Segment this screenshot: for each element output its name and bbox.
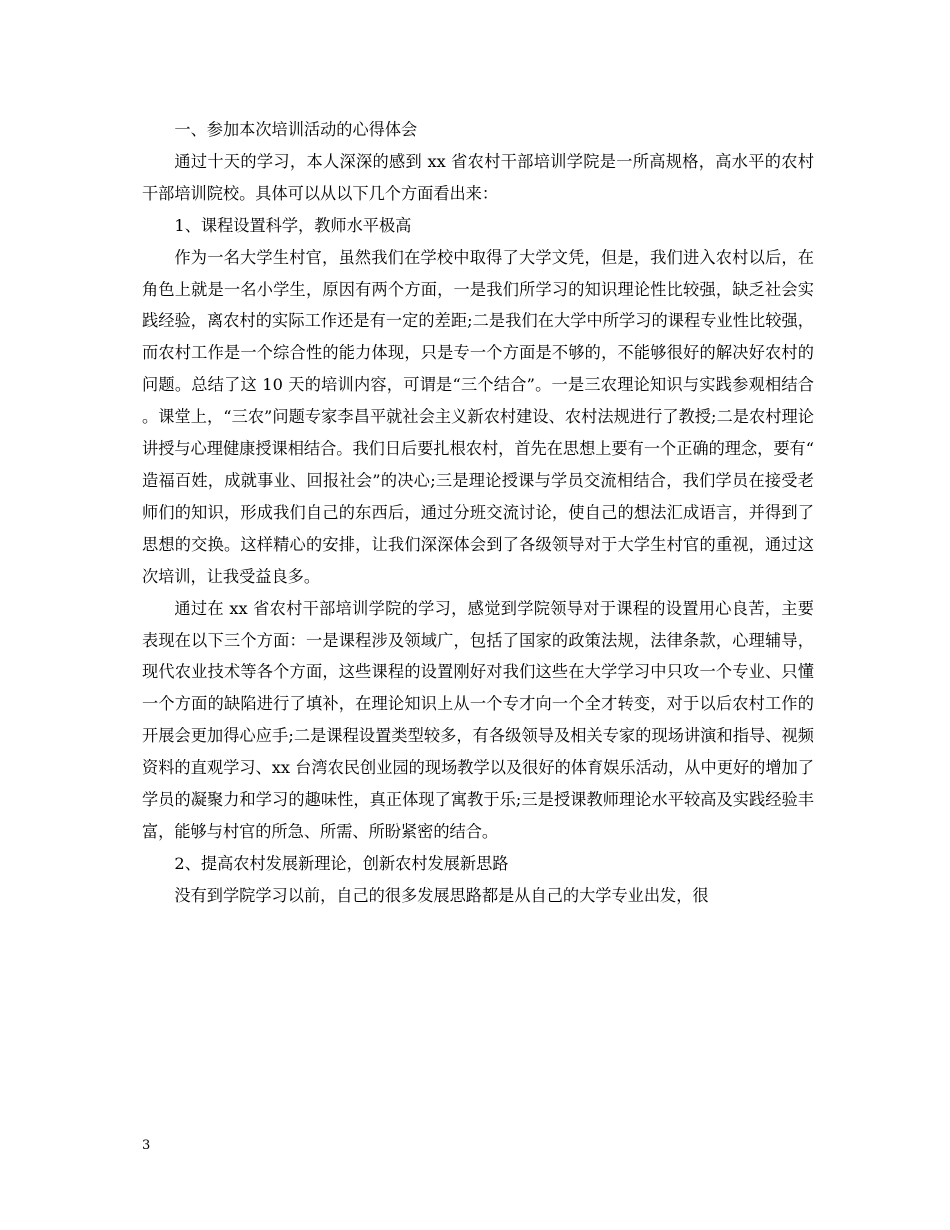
section-heading: 一、参加本次培训活动的心得体会 [174,120,418,139]
subheading-course-setup: 1、课程设置科学，教师水平极高 [174,215,412,235]
body-paragraph: 没有到学院学习以前，自己的很多发展思路都是从自己的大学专业出发，很 [174,885,709,905]
intro-paragraph: 通过十天的学习，本人深深的感到 xx 省农村干部培训学院是一所高规格，高水平的农村干部培训院校。具体可以从以下几个方面看出来： [142,151,814,203]
body-paragraph: 通过在 xx 省农村干部培训学院的学习，感觉到学院领导对于课程的设置用心良苦，主要表现在以下三个方面：一是课程涉及领域广，包括了国家的政策法规，法律条款，心理辅导，现代农业技术等各个方面，这些课程的设置刚好对我们这些在大学学习中只攻一个专业、只懂一个方面的缺陷进行了填补，在理论知识上从一个专才向一个全才转变，对于以后农村工作的开展会更加得心应手;二是课程设置类型较多，有各级领导及相关专家的现场讲演和指导、视频资料的直观学习、xx 台湾农民创业园的现场教学以及很好的体育娱乐活动，从中更好的增加了学员的凝聚力和学习的趣味性，真正体现了寓教于乐;三是授课教师理论水平较高及实践经验丰富，能够与村官的所急、所需、所盼紧密的结合。 [142,598,814,841]
page-number: 3 [142,1138,151,1153]
document-body [142,114,814,912]
body-paragraph: 作为一名大学生村官，虽然我们在学校中取得了大学文凭，但是，我们进入农村以后，在角色上就是一名小学生，原因有两个方面，一是我们所学习的知识理论性比较强，缺乏社会实践经验，离农村的实际工作还是有一定的差距;二是我们在大学中所学习的课程专业性比较强，而农村工作是一个综合性的能力体现，只是专一个方面是不够的，不能够很好的解决好农村的问题。总结了这 10 天的培训内容，可谓是“三个结合”。一是三农理论知识与实践参观相结合。课堂上，“三农”问题专家李昌平就社会主义新农村建设、农村法规进行了教授;二是农村理论讲授与心理健康授课相结合。我们日后要扎根农村，首先在思想上要有一个正确的理念，要有“造福百姓，成就事业、回报社会”的决心;三是理论授课与学员交流相结合，我们学员在接受老师们的知识，形成我们自己的东西后，通过分班交流讨论，使自己的想法汇成语言，并得到了思想的交换。这样精心的安排，让我们深深体会到了各级领导对于大学生村官的重视，通过这次培训，让我受益良多。 [142,247,814,586]
subheading-new-theory: 2、提高农村发展新理论，创新农村发展新思路 [174,853,509,873]
